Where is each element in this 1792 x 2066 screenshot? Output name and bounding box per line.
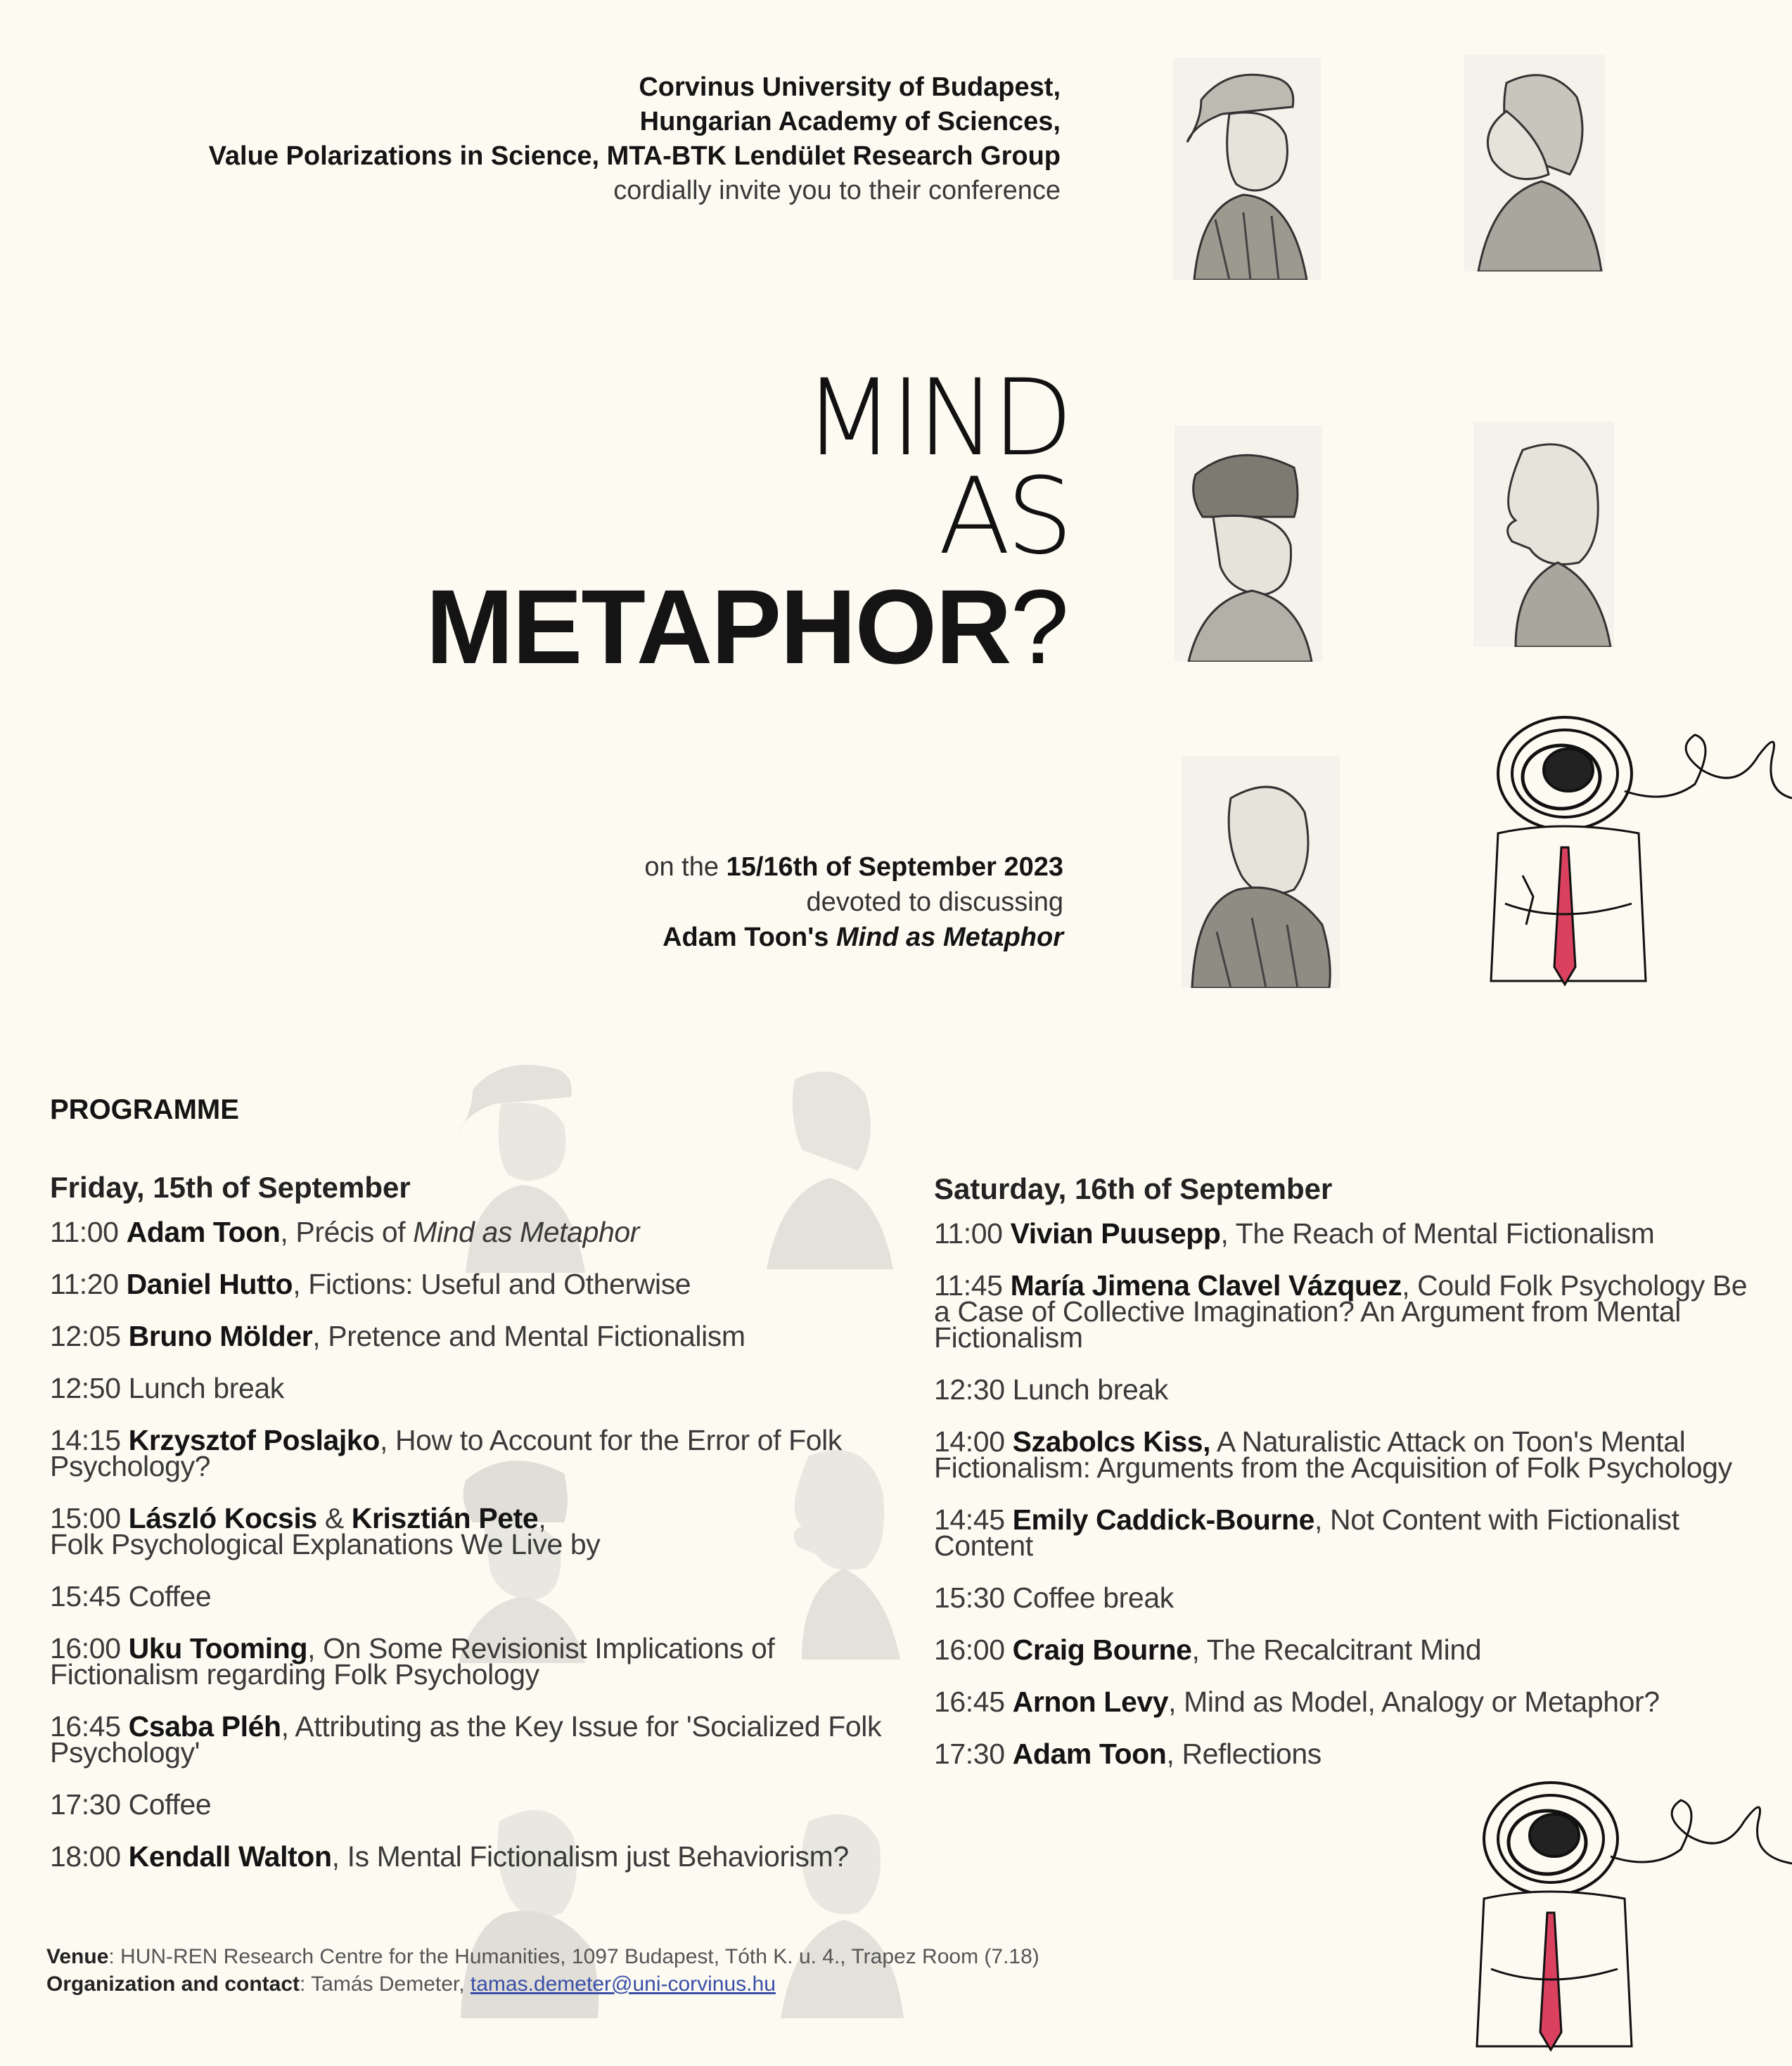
date-prefix: on the xyxy=(644,852,719,882)
item-separator: , xyxy=(538,1502,546,1534)
venue-text: : HUN-REN Research Centre for the Humanities, 1097 Budapest, Tóth K. u. 4., Trapez Room (7.18) xyxy=(108,1945,1039,1968)
item-time: 11:45 xyxy=(934,1269,1003,1302)
contact-email-link[interactable]: tamas.demeter@uni-corvinus.hu xyxy=(470,1972,776,1996)
organizer-corvinus: Corvinus University of Budapest, xyxy=(639,72,1061,102)
item-speaker: Adam Toon xyxy=(126,1216,281,1248)
venue-line xyxy=(46,1943,1039,1970)
item-separator: , xyxy=(1220,1217,1236,1250)
schedule-item xyxy=(934,1686,1764,1718)
engraved-portrait-icon xyxy=(1473,422,1614,647)
contact-label: Organization and contact xyxy=(46,1972,300,1996)
title-metaphor: METAPHOR xyxy=(425,567,1011,686)
schedule-item xyxy=(50,1710,915,1769)
schedule-item xyxy=(50,1268,915,1300)
organizer-academy: Hungarian Academy of Sciences, xyxy=(639,107,1061,136)
devoted-line: devoted to discussing xyxy=(806,887,1063,917)
footer xyxy=(46,1943,1039,1998)
programme-heading: PROGRAMME xyxy=(50,1094,239,1125)
item-title: Reflections xyxy=(1182,1738,1321,1770)
item-time: 15:00 xyxy=(50,1502,121,1534)
item-time: 16:45 xyxy=(50,1710,121,1743)
engraved-portrait-icon xyxy=(1173,58,1321,280)
contact-line xyxy=(46,1970,1039,1998)
item-speaker: Uku Tooming xyxy=(128,1632,308,1664)
schedule-item xyxy=(50,1372,915,1404)
item-time: 16:45 xyxy=(934,1686,1005,1718)
item-title: Could Folk Psychology Be a Case of Collective Imagination? An Argument from Mental Fictionalism xyxy=(934,1269,1748,1354)
item-time: 11:00 xyxy=(934,1217,1003,1250)
friday-schedule xyxy=(50,1170,915,1896)
item-title: Not Content with Fictionalist Content xyxy=(934,1503,1679,1562)
item-title: Coffee break xyxy=(1012,1581,1174,1614)
scribble-head-figure-icon xyxy=(1484,714,1792,995)
item-separator: , xyxy=(1191,1634,1207,1666)
schedule-item xyxy=(50,1424,915,1482)
contact-name: : Tamás Demeter, xyxy=(300,1972,471,1996)
schedule-item xyxy=(934,1581,1764,1614)
organizer-header xyxy=(6,70,1061,208)
item-speaker: Krzysztof Poslajko xyxy=(128,1424,380,1456)
item-time: 14:15 xyxy=(50,1424,121,1456)
item-title: Précis of xyxy=(295,1216,414,1248)
item-time: 18:00 xyxy=(50,1840,121,1873)
item-title: The Recalcitrant Mind xyxy=(1206,1634,1482,1666)
schedule-item xyxy=(934,1425,1764,1484)
item-title-italic: Mind as Metaphor xyxy=(413,1216,640,1248)
item-separator: , xyxy=(307,1632,324,1664)
engraved-portrait-icon xyxy=(1175,425,1322,662)
item-speaker: Bruno Mölder xyxy=(128,1320,313,1352)
item-ampersand: & xyxy=(316,1502,352,1534)
book-title: Mind as Metaphor xyxy=(836,923,1063,952)
item-time: 12:05 xyxy=(50,1320,121,1352)
item-title: Mind as Model, Analogy or Metaphor? xyxy=(1184,1686,1660,1718)
item-time: 12:50 xyxy=(50,1372,121,1404)
item-time: 16:00 xyxy=(934,1634,1005,1666)
schedule-item xyxy=(50,1840,915,1873)
item-speaker: Vivian Puusepp xyxy=(1010,1217,1221,1250)
schedule-item xyxy=(50,1632,915,1690)
schedule-item xyxy=(934,1634,1764,1666)
item-time: 14:00 xyxy=(934,1425,1005,1458)
item-title: Is Mental Fictionalism just Behaviorism? xyxy=(347,1840,849,1873)
schedule-item xyxy=(934,1738,1764,1770)
item-speaker: Adam Toon xyxy=(1012,1738,1167,1770)
item-separator: , xyxy=(280,1216,296,1248)
item-speaker: Daniel Hutto xyxy=(126,1268,293,1300)
item-separator: , xyxy=(1166,1738,1182,1770)
item-separator: , xyxy=(293,1268,309,1300)
item-time: 12:30 xyxy=(934,1373,1005,1406)
item-time: 15:30 xyxy=(934,1581,1005,1614)
event-date: 15/16th of September 2023 xyxy=(726,852,1063,882)
item-separator: , xyxy=(312,1320,328,1352)
schedule-item xyxy=(50,1502,915,1560)
schedule-item xyxy=(50,1788,915,1821)
item-speaker: Krisztián Pete xyxy=(351,1502,539,1534)
invitation-line: cordially invite you to their conference xyxy=(613,176,1061,205)
item-time: 11:20 xyxy=(50,1268,119,1300)
schedule-item xyxy=(934,1217,1764,1250)
item-title: Lunch break xyxy=(1012,1373,1168,1406)
item-time: 17:30 xyxy=(50,1788,121,1821)
title-as: AS xyxy=(938,456,1069,578)
item-speaker: María Jimena Clavel Vázquez xyxy=(1010,1269,1402,1302)
item-title: How to Account for the Error of Folk Psychology? xyxy=(50,1424,842,1482)
schedule-item xyxy=(934,1373,1764,1406)
item-title: Folk Psychological Explanations We Live by xyxy=(50,1528,601,1560)
venue-label: Venue xyxy=(46,1945,109,1968)
item-speaker: Emily Caddick-Bourne xyxy=(1012,1503,1315,1536)
schedule-item xyxy=(934,1269,1764,1354)
item-speaker: László Kocsis xyxy=(128,1502,317,1534)
item-speaker: Csaba Pléh xyxy=(128,1710,281,1743)
schedule-item xyxy=(50,1216,915,1248)
saturday-label: Saturday, 16th of September xyxy=(934,1172,1333,1205)
conference-title xyxy=(425,357,1069,688)
item-title: A Naturalistic Attack on Toon's Mental Fictionalism: Arguments from the Acquisition of Folk Psychology xyxy=(934,1425,1732,1484)
item-title: On Some Revisionist Implications of Fictionalism regarding Folk Psychology xyxy=(50,1632,775,1690)
item-title: Coffee xyxy=(128,1788,212,1821)
item-separator: , xyxy=(281,1710,295,1743)
item-speaker: Craig Bourne xyxy=(1012,1634,1192,1666)
item-time: 14:45 xyxy=(934,1503,1005,1536)
item-time: 16:00 xyxy=(50,1632,121,1664)
item-title: Coffee xyxy=(128,1580,212,1612)
item-time: 11:00 xyxy=(50,1216,119,1248)
item-time: 15:45 xyxy=(50,1580,121,1612)
item-time: 17:30 xyxy=(934,1738,1005,1770)
item-separator: , xyxy=(331,1840,347,1873)
item-title: Fictions: Useful and Otherwise xyxy=(308,1268,691,1300)
item-separator: , xyxy=(379,1424,395,1456)
item-title: The Reach of Mental Fictionalism xyxy=(1235,1217,1655,1250)
title-mind: MIND xyxy=(803,357,1069,480)
engraved-portrait-icon xyxy=(1464,55,1605,271)
item-title: Pretence and Mental Fictionalism xyxy=(328,1320,745,1352)
book-author: Adam Toon's xyxy=(663,923,829,952)
event-details xyxy=(430,849,1063,955)
item-separator: , xyxy=(1314,1503,1331,1536)
engraved-portrait-icon xyxy=(1182,756,1340,988)
schedule-item xyxy=(50,1320,915,1352)
scribble-head-figure-icon xyxy=(1470,1779,1792,2060)
friday-label: Friday, 15th of September xyxy=(50,1171,411,1204)
item-speaker: Kendall Walton xyxy=(128,1840,332,1873)
saturday-schedule xyxy=(934,1172,1764,1793)
schedule-item xyxy=(934,1503,1764,1562)
item-title: Lunch break xyxy=(128,1372,284,1404)
item-speaker: Szabolcs Kiss, xyxy=(1012,1425,1211,1458)
schedule-item xyxy=(50,1580,915,1612)
item-title: Attributing as the Key Issue for 'Socialized Folk Psychology' xyxy=(50,1710,882,1769)
organizer-research-group: Value Polarizations in Science, MTA-BTK Lendület Research Group xyxy=(208,141,1061,171)
item-separator: , xyxy=(1168,1686,1184,1718)
title-question-mark: ? xyxy=(1010,567,1069,686)
item-speaker: Arnon Levy xyxy=(1012,1686,1169,1718)
item-separator: , xyxy=(1402,1269,1418,1302)
